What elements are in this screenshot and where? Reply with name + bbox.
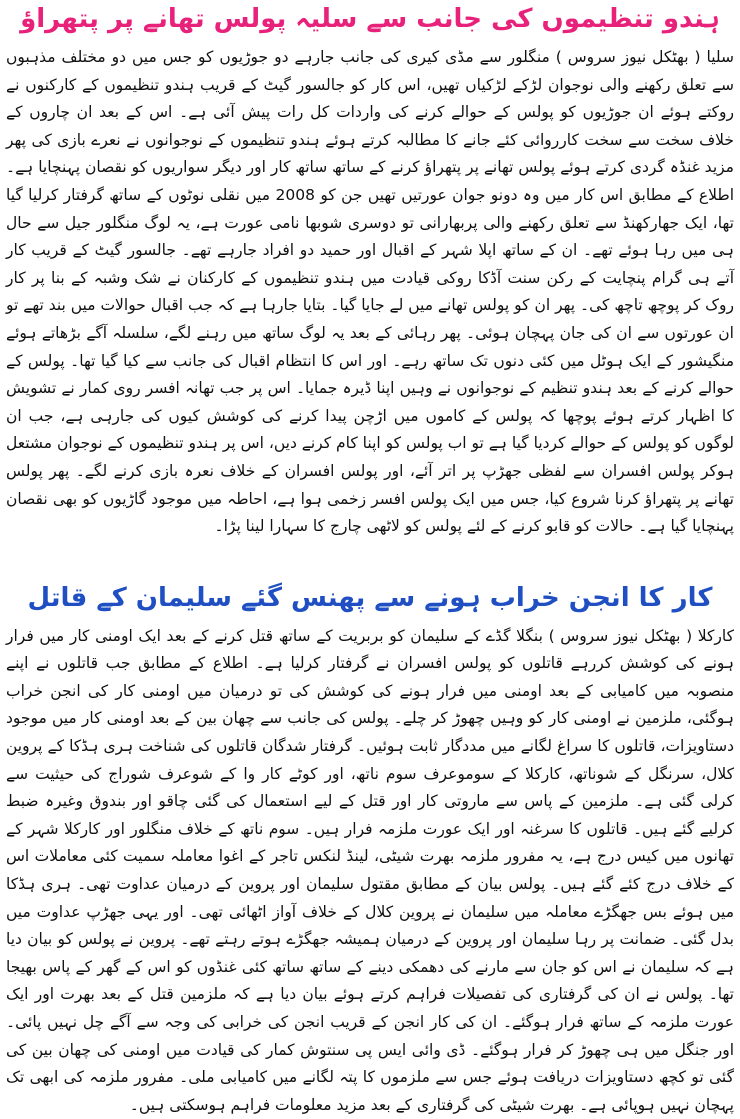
article-sulaiman-killers-caught <box>6 579 734 1119</box>
article-headline: کار کا انجن خراب ہونے سے پھنس گئے سلیمان کے قاتل <box>27 582 713 613</box>
article-body: کارکلا ( بھٹکل نیوز سروس ) بنگلا گڈے کے سلیمان کو بربریت کے ساتھ قتل کرنے کے بعد ایک اومنی کار میں فرار ہونے کی کوشش کررہے قاتلوں کو پولس افسران نے گرفتار کرلیا ہے۔ اطلاع کے مطابق جب قاتلوں نے اپنے منصوبہ میں کامیابی کے بعد اومنی میں فرار ہونے کی کوشش کی تو درمیان میں اومنی کار کی انجن خراب ہوگئی، ملزمین نے اومنی کار کو وہیں چھوڑ کر چلے۔ پولس کی جانب سے چھان بین کے بعد اومنی کار میں موجود دستاویزات، قاتلوں کا سراغ لگانے میں مددگار ثابت ہوئیں۔ گرفتار شدگان قاتلوں کی شناخت ہری ہڈکا کے پروین کلال، سرنگل کے شوناتھ، کارکلا کے سوموعرف سوم ناتھ، اور کوٹے کار وا کے شوعرف شوراج کی حیثیت سے کرلی گئی ہے۔ ملزمین کے پاس سے ماروتی کار اور قتل کے لیے استعمال کی گئی چاقو اور بندوق وغیرہ ضبط کرلیے گئے ہیں۔ قاتلوں کا سرغنہ اور ایک عورت ملزمہ فرار ہیں۔ سوم ناتھ کے خلاف منگلور اور کارکلا شہر کے تھانوں میں کیس درج ہے، یہ مفرور ملزمہ بھرت شیٹی، لینڈ لنکس تاجر کے اغوا معاملہ سمیت کئی معاملات اس کے خلاف درج کئے گئے ہیں۔ پولس بیان کے مطابق مقتول سلیمان اور پروین کے درمیان عداوت تھی۔ ہری ہڈکا میں ہوئے بس جھگڑے معاملہ میں سلیمان نے پروین کلال کے خلاف آواز اٹھائی تھی۔ اور یہی جھڑپ عداوت میں بدل گئی۔ ضمانت پر رہا سلیمان اور پروین کے درمیان ہمیشہ جھگڑے ہوتے رہتے تھے۔ پروین نے پولس کو بیان دیا ہے کہ سلیمان نے اس کو جان سے مارنے کی دھمکی دینے کے ساتھ ساتھ کئی غنڈوں کو اس کے گھر کے پاس بھیجا تھا۔ پولس نے ان کی گرفتاری کی تفصیلات فراہم کرتے ہوئے بیان دیا ہے کہ ملزمین قتل کے بعد بھرت اور ایک عورت ملزمہ کے ساتھ فرار ہوگئے۔ ان کی کار انجن کے قریب انجن کی خرابی کی وجہ سے آگے چل نہیں پائی۔ اور جنگل میں ہی چھوڑ کر فرار ہوگئے۔ ڈی وائی ایس پی سنتوش کمار کی قیادت میں اومنی کی چھان بین کی گئی تو کچھ دستاویزات دریافت ہوئے جس سے ملزموں کا پتہ لگانے میں کامیابی ملی۔ مفرور ملزمہ کی ابھی تک پہچان نہیں ہوپائی ہے۔ بھرت شیٹی کی گرفتاری کے بعد مزید معلومات فراہم ہوسکتی ہیں۔ <box>6 626 734 1114</box>
article-police-station-stone-pelting <box>6 0 734 541</box>
article-body: سلیا ( بھٹکل نیوز سروس ) منگلور سے مڈی کیری کی جانب جارہے دو جوڑیوں کو جس میں دو مختلف مذہبوں سے تعلق رکھنے والی نوجوان لڑکے لڑکیاں تھیں، اس کار کو جالسور گیٹ کے قریب ہندو تنظیموں کے کارکنوں نے روکتے ہوئے ان جوڑیوں کو پولس کے حوالے کرنے کی واردات کل رات پیش آئی ہے۔ اس کے بعد ان چاروں کے خلاف سخت سے سخت کارروائی کئے جانے کا مطالبہ کرتے ہوئے ہندو تنظیموں کے نوجوانوں نے نعرے بازی کی پھر مزید غنڈہ گردی کرتے ہوئے پولس تھانے پر پتھراؤ کرنے کے ساتھ ساتھ کار اور دیگر سواریوں کو نقصان پہنچایا ہے۔ اطلاع کے مطابق اس کار میں وہ دونو جوان عورتیں تھیں جن کو 2008 میں نقلی نوٹوں کے ساتھ گرفتار کرلیا گیا تھا، ایک جھارکھنڈ سے تعلق رکھنے والی پربھارانی تو دوسری شوبھا نامی عورت ہے، یہ لوگ منگلور جیل سے حال ہی میں رہا ہوئے تھے۔ ان کے ساتھ اپلا شہر کے اقبال اور حمید دو افراد جارہے تھے۔ جالسور گیٹ کے قریب کار آتے ہی گرام پنچایت کے رکن سنت آڈکا روکی قیادت میں ہندو تنظیموں کے کارکنان نے شک وشبہ کے بنا پر کار روک کر پوچھ تاچھ کی۔ پھر ان کو پولس تھانے میں لے جایا گیا۔ بتایا جارہا ہے کہ جب اقبال حوالات میں بند تھے تو ان عورتوں سے ان کی جان پہچان ہوئی۔ پھر رہائی کے بعد یہ لوگ ساتھ میں رہنے لگے، سلسلہ آگے بڑھاتے ہوئے منگیشور کے ایک ہوٹل میں کئی دنوں تک ساتھ رہے۔ اور اس کا انتظام اقبال کی جانب سے کیا گیا تھا۔ پولس کے حوالے کرنے کے بعد ہندو تنظیم کے نوجوانوں نے وہیں اپنا ڈیرہ جمایا۔ اس پر جب تھانہ افسر روی کمار نے تشویش کا اظہار کرتے ہوئے پوچھا کہ پولس کے کاموں میں اڑچن پیدا کرنے کی کوشش کیوں کی جارہی ہے، جب ان لوگوں کو پولس کے حوالے کردیا گیا ہے تو اب پولس کو اپنا کام کرنے دیں، اس پر ہندو تنظیموں کے نوجوان مشتعل ہوکر پولس افسران سے لفظی جھڑپ پر اتر آئے، اور پولس افسران کے خلاف نعرہ بازی کرنے لگے۔ پھر پولس تھانے پر پتھراؤ کرنا شروع کیا، جس میں ایک پولس افسر زخمی ہوا ہے، احاطہ میں موجود گاڑیوں کو بھی نقصان پہنچایا گیا ہے۔ حالات کو قابو کرنے کے لئے پولس کو لاٹھی چارج کا سہارا لینا پڑا۔ <box>5 48 734 536</box>
article-headline: ہندو تنظیموں کی جانب سے سلیہ پولس تھانے پر پتھراؤ <box>20 4 720 34</box>
